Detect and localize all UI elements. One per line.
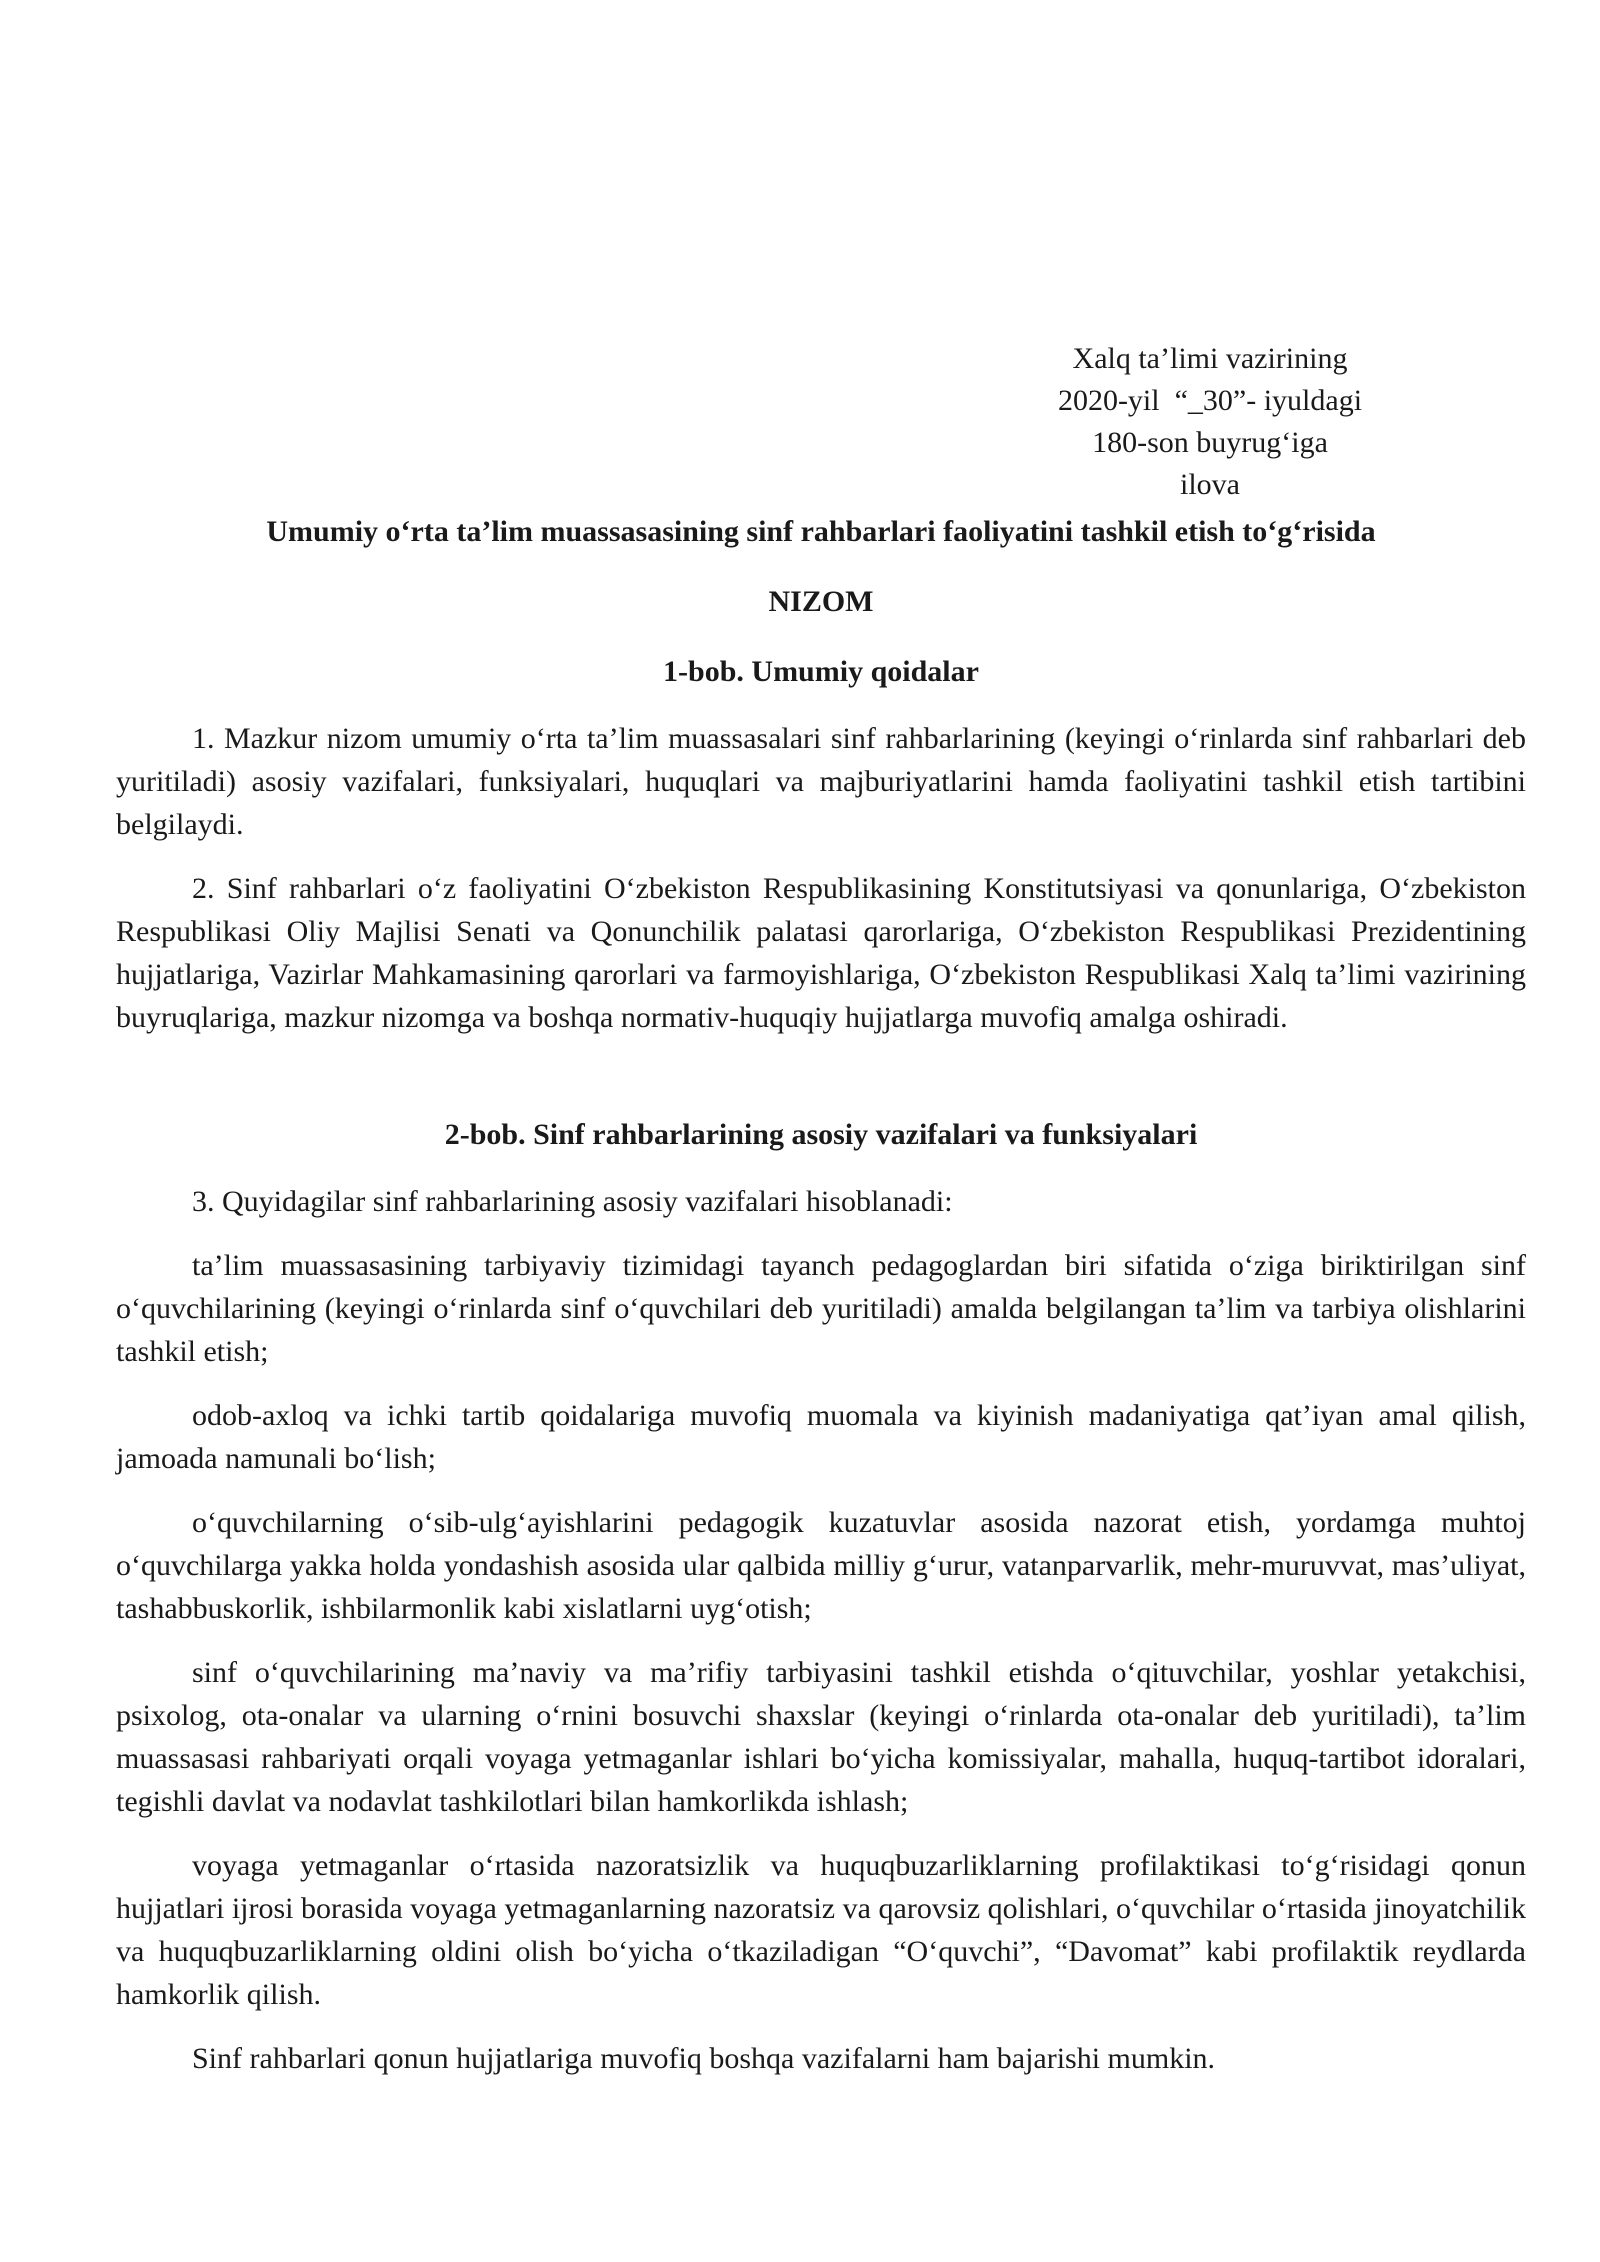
document-title: Umumiy o‘rta ta’lim muassasasining sinf rahbarlari faoliyatini tashkil etish to‘g‘risida (266, 515, 1376, 548)
list-item: o‘quvchilarning o‘sib-ulg‘ayishlarini pedagogik kuzatuvlar asosida nazorat etish, yordamga muhtoj o‘quvchilarga yakka holda yondashish asosida ular qalbida milliy g‘urur, vatanparvarlik, mehr-muruvvat, mas’uliyat, tashabbuskorlik, ishbilarmonlik kabi xislatlarni uyg‘otish; (116, 1506, 1526, 1625)
paragraph: Sinf rahbarlari qonun hujjatlariga muvofiq boshqa vazifalarni ham bajarishi mumkin. (192, 2042, 1216, 2075)
approval-line: ilova (1180, 468, 1240, 501)
chapter-1-heading: 1-bob. Umumiy qoidalar (663, 655, 979, 688)
list-item: ta’lim muassasasining tarbiyaviy tizimidagi tayanch pedagoglardan biri sifatida o‘ziga biriktirilgan sinf o‘quvchilarining (keyingi o‘rinlarda sinf o‘quvchilari deb yuritiladi) amalda belgilangan ta’lim va tarbiya olishlarini tashkil etish; (116, 1249, 1526, 1368)
approval-stamp (1040, 338, 1380, 506)
approval-line: 180-son buyrug‘iga (1092, 426, 1328, 459)
paragraph: 2. Sinf rahbarlari o‘z faoliyatini O‘zbekiston Respublikasining Konstitutsiyasi va qonunlariga, O‘zbekiston Respublikasi Oliy Majlisi Senati va Qonunchilik palatasi qarorlariga, O‘zbekiston Respublikasi Prezidentining hujjatlariga, Vazirlar Mahkamasining qarorlari va farmoyishlariga, O‘zbekiston Respublikasi Xalq ta’limi vazirining buyruqlariga, mazkur nizomga va boshqa normativ-huquqiy hujjatlarga muvofiq amalga oshiradi. (116, 872, 1526, 1034)
list-item: odob-axloq va ichki tartib qoidalariga muvofiq muomala va kiyinish madaniyatiga qat’iyan amal qilish, jamoada namunali bo‘lish; (116, 1399, 1526, 1475)
chapter-1-body (116, 717, 1526, 1060)
approval-line: 2020-yil “_30”- iyuldagi (1057, 384, 1363, 417)
chapter-2-body (116, 1180, 1526, 2101)
list-item: voyaga yetmaganlar o‘rtasida nazoratsizlik va huquqbuzarliklarning profilaktikasi to‘g‘risidagi qonun hujjatlari ijrosi borasida voyaga yetmaganlarning nazoratsiz va qarovsiz qolishlari, o‘quvchilar o‘rtasida jinoyatchilik va huquqbuzarliklarning oldini olish bo‘yicha o‘tkaziladigan “O‘quvchi”, “Davomat” kabi profilaktik reydlarda hamkorlik qilish. (116, 1849, 1526, 2011)
chapter-2-heading: 2-bob. Sinf rahbarlarining asosiy vazifalari va funksiyalari (444, 1118, 1198, 1151)
document-kind-heading: NIZOM (768, 585, 874, 618)
approval-line: Xalq ta’limi vazirining (1072, 342, 1348, 375)
paragraph: 3. Quyidagilar sinf rahbarlarining asosiy vazifalari hisoblanadi: (192, 1185, 953, 1218)
list-item: sinf o‘quvchilarining ma’naviy va ma’rifiy tarbiyasini tashkil etishda o‘qituvchilar, yoshlar yetakchisi, psixolog, ota-onalar va ularning o‘rnini bosuvchi shaxslar (keyingi o‘rinlarda ota-onalar deb yuritiladi), ta’lim muassasasi rahbariyati orqali voyaga yetmaganlar ishlari bo‘yicha komissiyalar, mahalla, huquq-tartibot idoralari, tegishli davlat va nodavlat tashkilotlari bilan hamkorlikda ishlash; (116, 1656, 1526, 1818)
paragraph: 1. Mazkur nizom umumiy o‘rta ta’lim muassasalari sinf rahbarlarining (keyingi o‘rinlarda sinf rahbarlari deb yuritiladi) asosiy vazifalari, funksiyalari, huquqlari va majburiyatlarini hamda faoliyatini tashkil etish tartibini belgilaydi. (116, 722, 1526, 841)
